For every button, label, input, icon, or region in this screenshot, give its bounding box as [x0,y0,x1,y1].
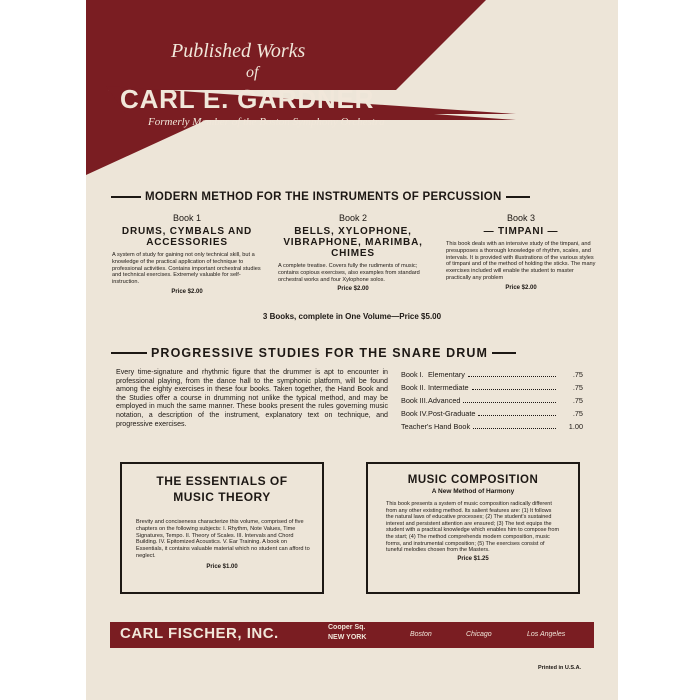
price-row-book: Book I. [401,370,424,379]
book-1 [112,213,262,295]
price-row-name: Elementary [428,370,465,379]
price-row-price: .75 [572,370,583,379]
essentials-title-line2: MUSIC THEORY [173,490,271,504]
dot-leader [478,415,556,416]
price-row-name: Teacher's Hand Book [401,422,471,431]
price-row-name: Advanced [428,396,461,405]
price-row-name: Post-Graduate [428,409,476,418]
price-row-name: Intermediate [428,383,469,392]
book-description: A complete treatise. Covers fully the rudiments of music; contains copious exercises, also examples from standard orchestral works and four Xylophone solos. [278,263,420,283]
publisher-name: CARL FISCHER, INC. [120,625,279,642]
essentials-price: Price $1.00 [206,563,238,570]
composition-price: Price $1.25 [457,555,489,562]
snare-heading [111,346,591,360]
dot-leader [468,376,556,377]
book-price: Price $2.00 [171,288,203,295]
snare-price-list [401,366,583,431]
composition-box [366,462,580,594]
composition-text: This book presents a system of music composition radically different from any other existing method. Its salient features are: (1) It follows the natural laws of educative processes; (2) The student's sustained interest and persistent attention are ensured; (3) The text equips the student with a practical knowledge which enables him to compose from the start; (4) The method comprehends modern composition, music forms, and instrumental composition; (5) The exercises consist of tuneful melodies chosen from the Masters. [386,501,560,554]
dot-leader [463,402,556,403]
book-title: — TIMPANI — [483,226,559,237]
book-description: A system of study for gaining not only technical skill, but a knowledge of the practical application of technique to professional activities. Contains important orchestral studies and technical exercises. Extremely valuable for self-instruction. [112,252,261,286]
composer-name: CARL E. GARDNER [120,84,375,114]
catalog-page [86,0,618,700]
publisher-bar [110,622,594,648]
book-description: This book deals with an intensive study of the timpani, and presupposes a thorough knowledge of rhythm, scales, and intervals. It is provided with illustrations of the various styles of timpani and of the method of holding the sticks. The many exercises included will enable the student to master practically any problem [446,241,596,281]
essentials-box [120,462,324,594]
book-title: BELLS, XYLOPHONE, VIBRAPHONE, MARIMBA, CHIMES [283,226,423,259]
percussion-heading [111,191,591,203]
publisher-address-line2: NEW YORK [328,634,367,641]
city-chicago: Chicago [466,631,492,638]
price-row-price: .75 [572,383,583,392]
printed-in-note: Printed in U.S.A. [538,665,582,671]
price-row [401,405,583,418]
book-number: Book 1 [172,213,202,223]
heading-rule-right [492,352,516,354]
book-3 [446,213,596,291]
heading-rule-left [111,352,147,354]
book-number: Book 2 [338,213,368,223]
percussion-heading-text: MODERN METHOD FOR THE INSTRUMENTS OF PERCUSSION [145,191,502,203]
city-boston: Boston [410,631,432,638]
dot-leader [472,389,556,390]
header-line2: of [246,64,259,81]
essentials-text: Brevity and conciseness characterize this volume, comprised of five chapters on the following subjects: I. Rhythm, Note Values, Time Signatures, Tempo. II. Theory of Scales. III. Intervals and Chord Building. IV. Epitomized Acoustics. V. Ear Training. A book on Essentials, it contains valuable material which no student can afford to neglect. [136,519,310,559]
publisher-address-line1: Cooper Sq. [328,624,366,631]
essentials-title-line1: THE ESSENTIALS OF [156,474,288,488]
price-row-price: .75 [572,396,583,405]
price-row-price: 1.00 [568,422,583,431]
composition-subtitle: A New Method of Harmony [431,488,515,495]
book-price: Price $2.00 [337,286,369,293]
price-row-book: Book II. [401,383,426,392]
book-title: DRUMS, CYMBALS AND ACCESSORIES [121,226,253,248]
heading-rule-left [111,196,141,198]
price-row [401,392,583,405]
snare-heading-text: PROGRESSIVE STUDIES FOR THE SNARE DRUM [151,346,488,360]
price-row [401,418,583,431]
book-number: Book 3 [506,213,536,223]
header-line1: Published Works [171,40,306,62]
complete-volume-price: 3 Books, complete in One Volume—Price $5.00 [262,312,442,321]
price-row [401,366,583,379]
snare-description: Every time-signature and rhythmic figure that the drummer is apt to encounter in professional playing, from the dance hall to the symphonic platform, will be found among the eighty exercises in these four books. Taken together, the Hand Book and the Studies offer a course in drumming not unlike the typical method, and may be employed in much the same manner. These books present the rules governing music notation, a description of the instrument, explanatory text on technique, and progressive exercises. [116,368,388,428]
book-2 [278,213,428,292]
heading-rule-right [506,196,530,198]
dot-leader [473,428,556,429]
composer-subtitle: Formerly Member of the Boston Symphony Orchestra [148,116,385,128]
book-price: Price $2.00 [505,284,537,291]
price-row-book: Book IV. [401,409,428,418]
price-row-price: .75 [572,409,583,418]
price-row-book: Book III. [401,396,428,405]
composition-title: MUSIC COMPOSITION [407,474,539,486]
price-row [401,379,583,392]
city-los-angeles: Los Angeles [527,631,566,638]
